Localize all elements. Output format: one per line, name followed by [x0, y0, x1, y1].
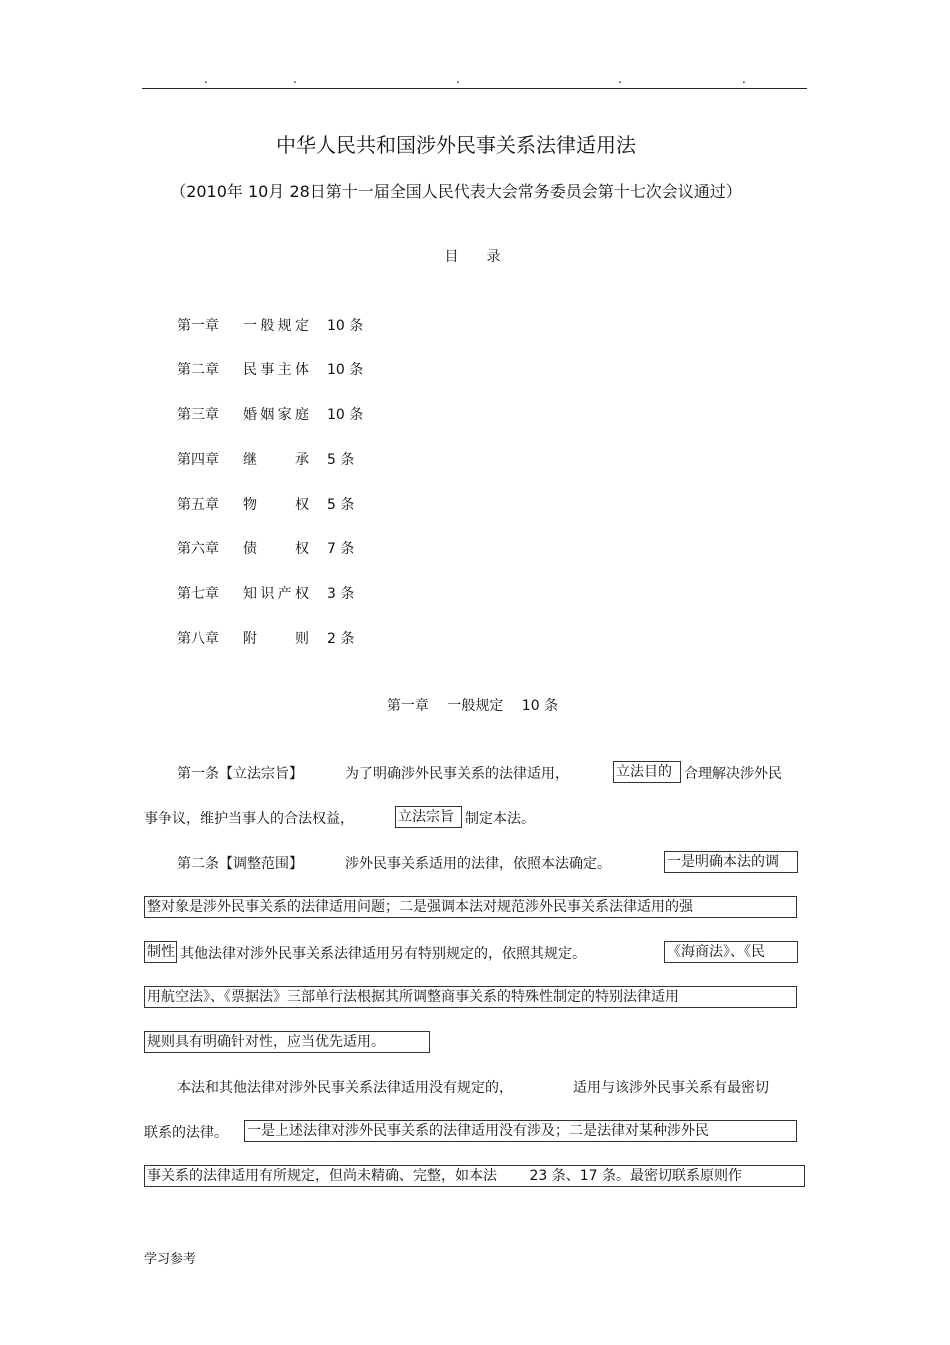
article-label: 第二条【调整范围】: [177, 856, 303, 872]
article-text: 为了明确涉外民事关系的法律适用，: [345, 766, 569, 782]
toc-count: 3 条: [327, 586, 355, 602]
annotation-box: 一是上述法律对涉外民事关系的法律适用没有涉及；二是法律对某种涉外民: [244, 1120, 797, 1142]
document-subtitle: （2010年 10月 28日第十一届全国人民代表大会常务委员会第十七次会议通过）: [170, 182, 742, 201]
article-text: 涉外民事关系适用的法律，依照本法确定。: [345, 856, 611, 872]
toc-chapter: 第三章: [177, 407, 219, 423]
toc-chapter: 第五章: [177, 497, 219, 513]
toc-name: 婚姻家庭: [243, 407, 309, 423]
annotation-box: 整对象是涉外民事关系的法律适用问题；二是强调本法对规范涉外民事关系法律适用的强: [144, 896, 797, 918]
toc-chapter: 第七章: [177, 586, 219, 602]
document-title: 中华人民共和国涉外民事关系法律适用法: [276, 133, 636, 157]
header-dot: .: [293, 72, 297, 86]
article-text: 其他法律对涉外民事关系法律适用另有特别规定的，依照其规定。: [180, 946, 586, 962]
header-dot: .: [456, 72, 460, 86]
header-dot: .: [618, 72, 622, 86]
article-text: 适用与该涉外民事关系有最密切: [573, 1080, 769, 1096]
header-dot: .: [204, 72, 208, 86]
annotation-box: 立法目的: [613, 761, 681, 783]
toc-count: 10 条: [327, 362, 364, 378]
article-text: 合理解决涉外民: [684, 766, 782, 782]
toc-count: 7 条: [327, 541, 355, 557]
toc-count: 10 条: [327, 318, 364, 334]
toc-name: 知识产权: [243, 586, 309, 602]
toc-chapter: 第六章: [177, 541, 219, 557]
toc-chapter: 第八章: [177, 631, 219, 647]
toc-name: 民事主体: [243, 362, 309, 378]
toc-chapter: 第一章: [177, 318, 219, 334]
article-text: 本法和其他法律对涉外民事关系法律适用没有规定的，: [177, 1080, 513, 1096]
toc-name: 债权: [243, 541, 309, 557]
toc-name: 物权: [243, 497, 309, 513]
annotation-box: 立法宗旨: [395, 806, 462, 828]
annotation-box: 《海商法》、《民: [664, 941, 798, 963]
article-label: 第一条【立法宗旨】: [177, 766, 303, 782]
chapter-heading: 第一章 一般规定 10 条: [386, 698, 559, 714]
annotation-box: 事关系的法律适用有所规定，但尚未精确、完整，如本法 23 条、17 条。最密切联系原则作: [144, 1165, 805, 1187]
annotation-box: 一是明确本法的调: [664, 851, 798, 873]
toc-name: 继承: [243, 452, 309, 468]
article-text: 联系的法律。: [144, 1125, 228, 1141]
article-text: 事争议，维护当事人的合法权益，: [144, 811, 354, 827]
toc-count: 10 条: [327, 407, 364, 423]
header-rule: [142, 88, 807, 89]
toc-name: 一般规定: [243, 318, 309, 334]
toc-count: 5 条: [327, 497, 355, 513]
toc-count: 2 条: [327, 631, 355, 647]
toc-chapter: 第二章: [177, 362, 219, 378]
header-dot: .: [742, 72, 746, 86]
annotation-box: 用航空法》、《票据法》三部单行法根据其所调整商事关系的特殊性制定的特别法律适用: [144, 986, 797, 1008]
toc-count: 5 条: [327, 452, 355, 468]
article-text: 制定本法。: [465, 811, 535, 827]
footer-text: 学习参考: [144, 1252, 197, 1267]
annotation-box: 规则具有明确针对性，应当优先适用。: [144, 1031, 430, 1053]
toc-heading: 目 录: [444, 249, 501, 265]
annotation-box: 制性: [144, 941, 177, 963]
toc-chapter: 第四章: [177, 452, 219, 468]
toc-name: 附则: [243, 631, 309, 647]
